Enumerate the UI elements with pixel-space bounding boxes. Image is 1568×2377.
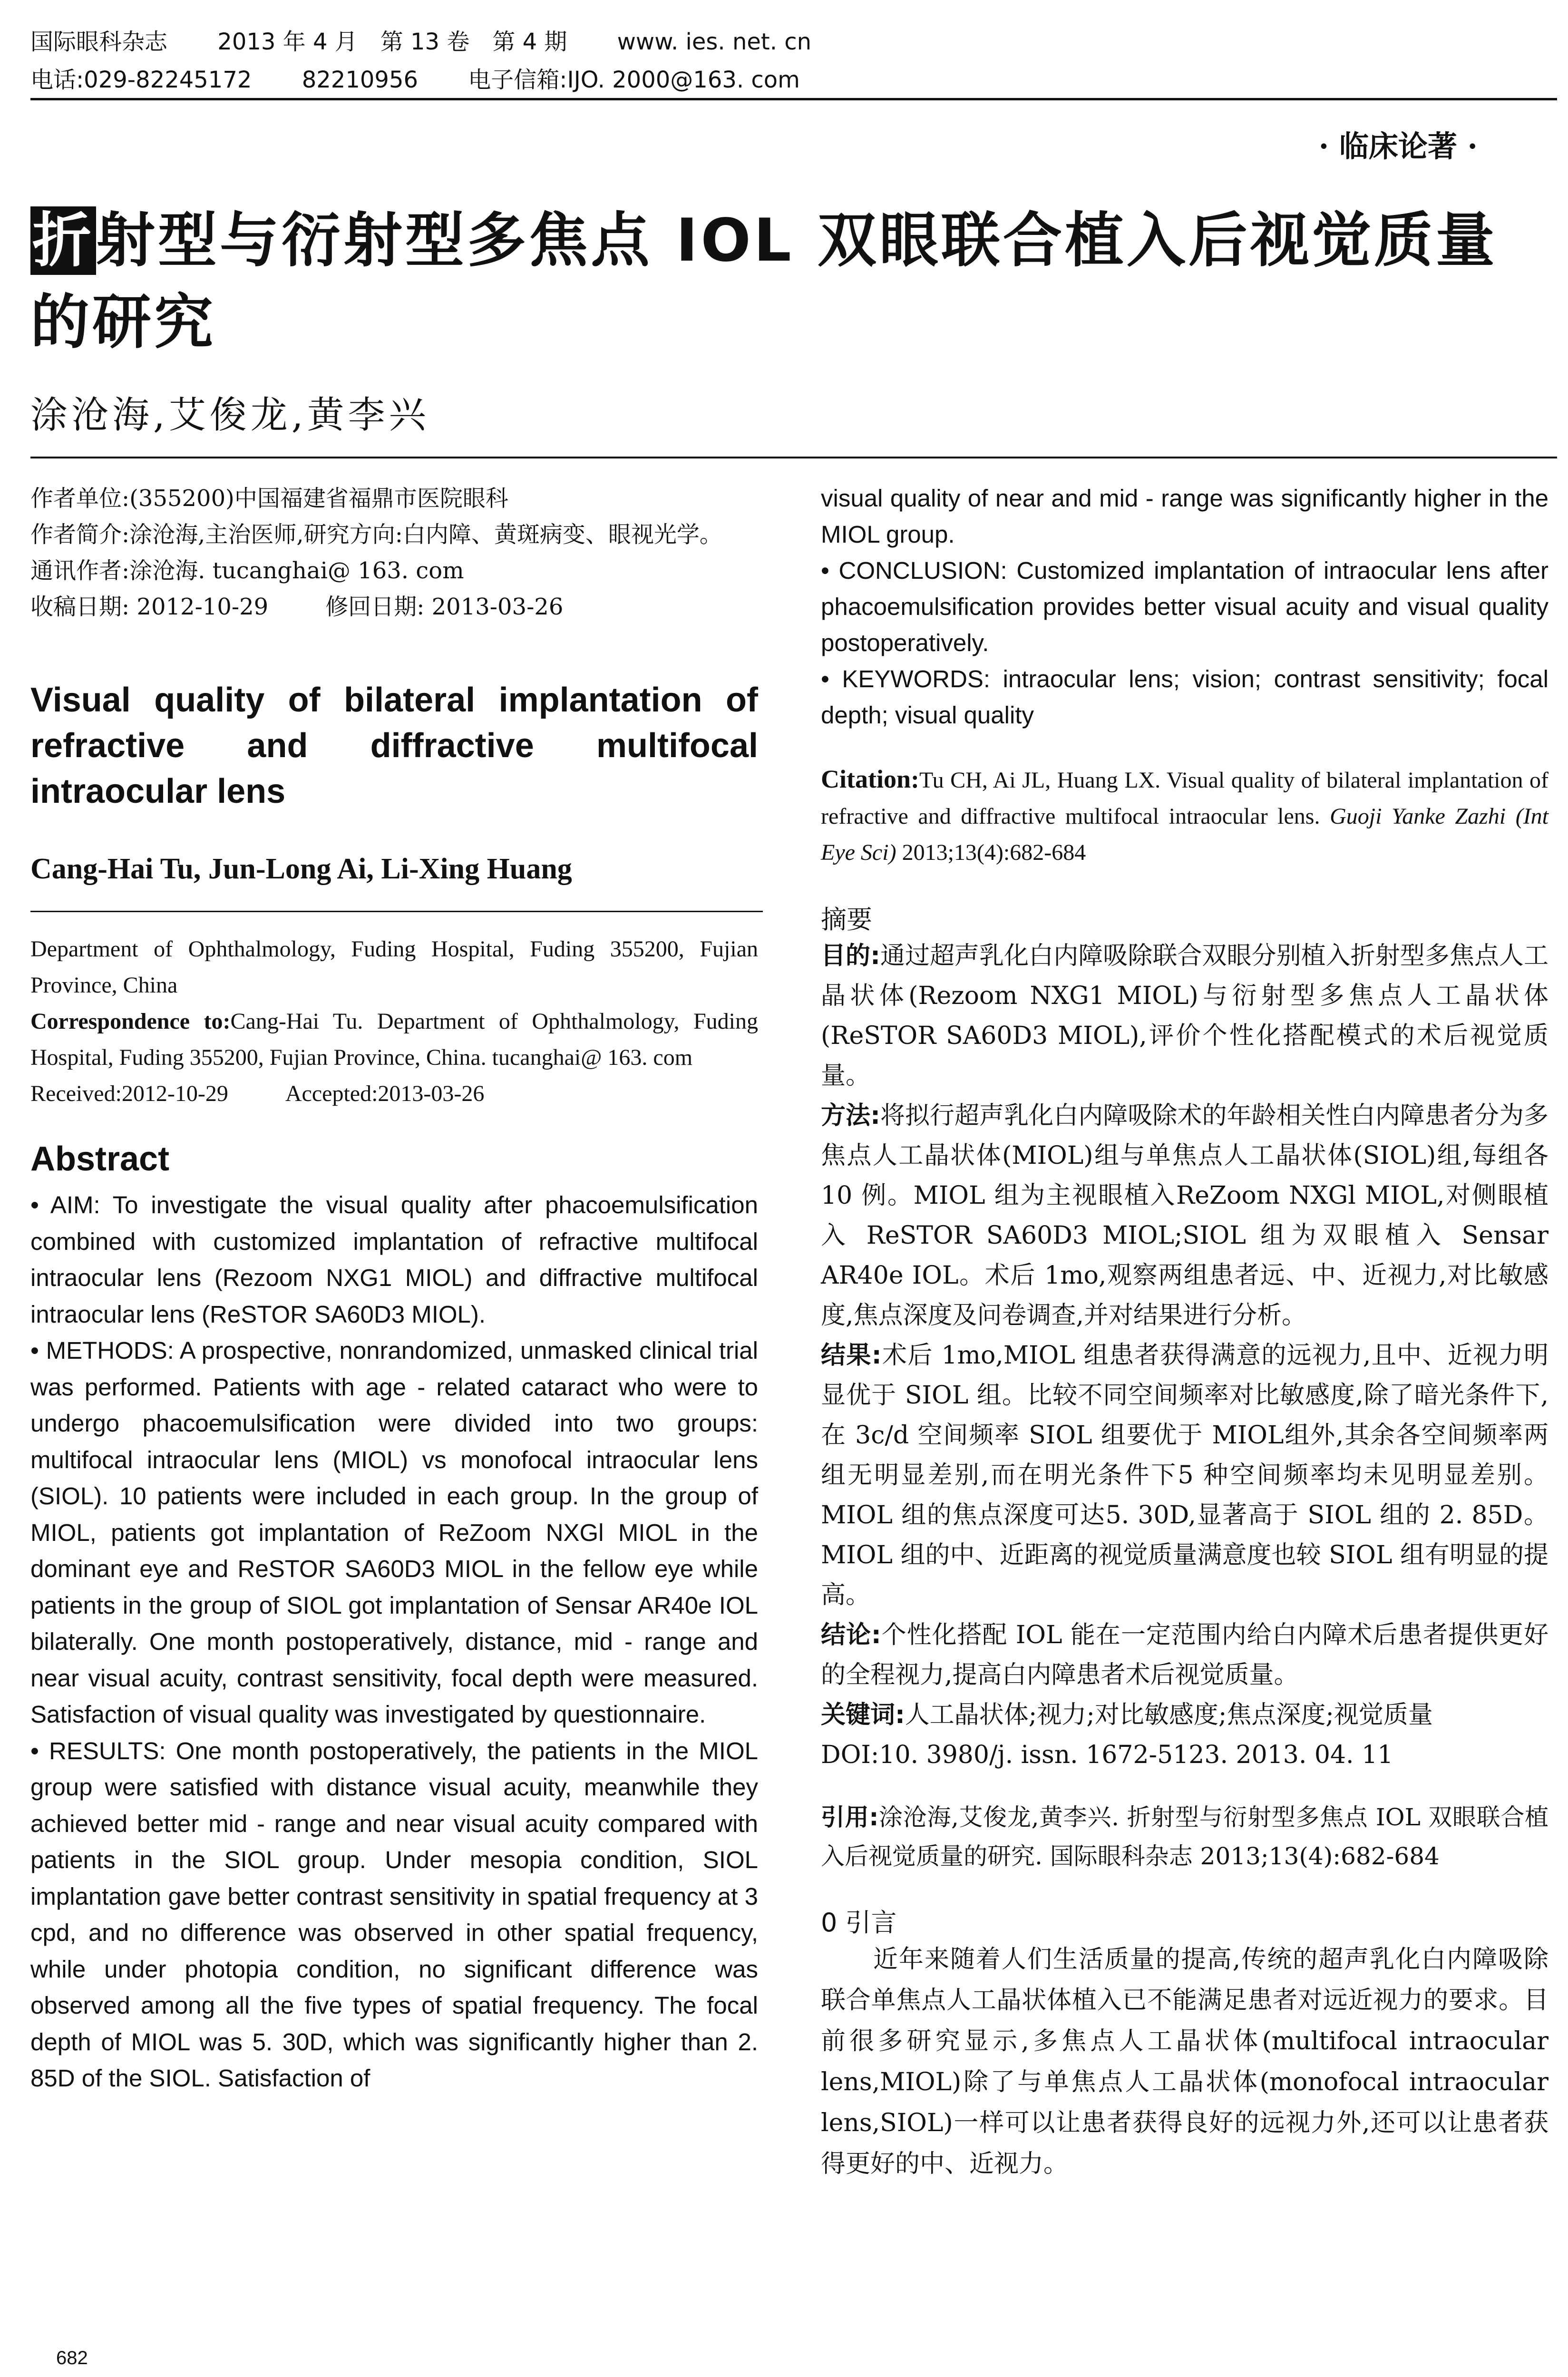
correspondence-text: Cang-Hai Tu. Department of Ophthalmology, Fuding Hospital, Fuding 355200, Fujian Province, China. tucanghai@ 163. com xyxy=(30,1009,759,1070)
abstract-cn-conclusion xyxy=(821,1615,1549,1695)
abstract-aim: • AIM: To investigate the visual quality after phacoemulsification combined with customized implantation of refractive multifocal intraocular lens (Rezoom NXG1 MIOL) and diffractive multifocal intraocular lens (ReSTOR SA60D3 MIOL). xyxy=(30,1191,758,1328)
citation-label: Citation: xyxy=(821,765,919,793)
page-number: 682 xyxy=(56,2348,88,2368)
citation-text: Tu CH, Ai JL, Huang LX. Visual quality of bilateral implantation of refractive and diffractive multifocal intraocular lens. xyxy=(821,768,1549,829)
english-title: Visual quality of bilateral implantation of refractive and diffractive multifocal intraocular lens xyxy=(30,681,758,810)
abstract-heading: Abstract xyxy=(30,1140,170,1178)
english-authors-rule xyxy=(30,911,763,912)
conclusion-label: 结论: xyxy=(821,1621,881,1649)
results-label: 结果: xyxy=(821,1341,882,1370)
title-rest: 射型与衍射型多焦点 IOL 双眼联合植入后视觉质量的研究 xyxy=(30,206,1498,357)
running-header xyxy=(30,23,1557,99)
received-cn: 收稿日期: 2012-10-29 xyxy=(30,594,269,620)
results-text: 术后 1mo,MIOL 组患者获得满意的远视力,且中、近视力明显优于 SIOL 组。比较不同空间频率对比敏感度,除了暗光条件下,在 3c/d 空间频率 SIOL 组要优于 MIOL组外,其余各空间频率两组无明显差别,而在明光条件下5 种空间频率均未见明显差别。MIOL 组的焦点深度可达5. 30D,显著高于 SIOL 组的 2. 85D。MIOL 组的中、近距离的视觉质量满意度也较 SIOL 组有明显的提高。 xyxy=(821,1341,1549,1609)
keywords-text: 人工晶状体;视力;对比敏感度;焦点深度;视觉质量 xyxy=(905,1701,1433,1729)
website: www. ies. net. cn xyxy=(617,29,812,55)
abstract-keywords: • KEYWORDS: intraocular lens; vision; contrast sensitivity; focal depth; visual quality xyxy=(821,665,1549,729)
abstract-conclusion: • CONCLUSION: Customized implantation of intraocular lens after phacoemulsification provides better visual acuity and visual quality postoperatively. xyxy=(821,557,1549,656)
phone-2: 82210956 xyxy=(302,67,419,93)
title-first-char: 折 xyxy=(30,206,96,275)
email: 电子信箱:IJO. 2000@163. com xyxy=(468,67,800,93)
correspondence-cn: 通讯作者:涂沧海. tucanghai@ 163. com xyxy=(30,557,464,584)
meta-cn xyxy=(30,480,758,625)
issue-info: 2013 年 4 月 第 13 卷 第 4 期 xyxy=(217,29,567,55)
article-title xyxy=(30,200,1552,363)
author-bio: 作者简介:涂沧海,主治医师,研究方向:白内障、黄斑病变、眼视光学。 xyxy=(30,521,722,548)
accepted-en: Accepted:2013-03-26 xyxy=(285,1081,485,1106)
english-authors: Cang-Hai Tu, Jun-Long Ai, Li-Xing Huang xyxy=(30,853,572,885)
authors-cn: 涂沧海,艾俊龙,黄李兴 xyxy=(30,394,430,437)
conclusion-text: 个性化搭配 IOL 能在一定范围内给白内障术后患者提供更好的全程视力,提高白内障患者术后视觉质量。 xyxy=(821,1621,1549,1689)
phone: 电话:029-82245172 xyxy=(30,67,252,93)
citation-cn-label: 引用: xyxy=(821,1803,879,1831)
abstract-results-continued: visual quality of near and mid - range was significantly higher in the MIOL group. xyxy=(821,485,1549,548)
left-column xyxy=(30,480,758,2097)
intro-heading: 0 引言 xyxy=(821,1908,897,1938)
affiliation-block xyxy=(30,931,758,1112)
abstract-methods: • METHODS: A prospective, nonrandomized, unmasked clinical trial was performed. Patients with age - related cataract who were to undergo phacoemulsification were divided into two groups: multifocal intraocular lens (MIOL) vs monofocal intraocular lens (SIOL). 10 patients were included in each group. In the group of MIOL, patients got implantation of ReZoom NXGl MIOL in the dominant eye and ReSTOR SA60D3 MIOL in the fellow eye while patients in the group of SIOL got implantation of Sensar AR40e IOL bilaterally. One month postoperatively, distance, mid - range and near visual acuity, contrast sensitivity, focal depth were measured. Satisfaction of visual quality was investigated by questionnaire. xyxy=(30,1337,758,1728)
citation-cn-text: 涂沧海,艾俊龙,黄李兴. 折射型与衍射型多焦点 IOL 双眼联合植入后视觉质量的研究. 国际眼科杂志 2013;13(4):682-684 xyxy=(821,1803,1549,1870)
affiliation: Department of Ophthalmology, Fuding Hospital, Fuding 355200, Fujian Province, China xyxy=(30,936,758,998)
methods-label: 方法: xyxy=(821,1101,880,1130)
keywords-label: 关键词: xyxy=(821,1701,905,1729)
objective-label: 目的: xyxy=(821,942,880,970)
abstract-cn-results xyxy=(821,1335,1549,1615)
header-rule xyxy=(30,98,1557,100)
citation-en xyxy=(821,761,1549,871)
abstract-cn-methods xyxy=(821,1096,1549,1335)
citation-details: 2013;13(4):682-684 xyxy=(902,840,1086,865)
correspondence-en xyxy=(30,1003,758,1076)
received-en: Received:2012-10-29 xyxy=(30,1081,228,1106)
doi: DOI:10. 3980/j. issn. 1672-5123. 2013. 04. 11 xyxy=(821,1741,1393,1769)
objective-text: 通过超声乳化白内障吸除联合双眼分别植入折射型多焦点人工晶状体(Rezoom NXG1 MIOL)与衍射型多焦点人工晶状体(ReSTOR SA60D3 MIOL),评价个性化搭配模式的术后视觉质量。 xyxy=(821,942,1549,1090)
revised-cn: 修回日期: 2013-03-26 xyxy=(325,594,564,620)
intro-body: 近年来随着人们生活质量的提高,传统的超声乳化白内障吸除联合单焦点人工晶状体植入已不能满足患者对远近视力的要求。目前很多研究显示,多焦点人工晶状体(multifocal intraocular lens,MIOL)除了与单焦点人工晶状体(monofocal intraocular lens,SIOL)一样可以让患者获得良好的远视力外,还可以让患者获得更好的中、近视力。 xyxy=(821,1945,1549,2178)
abstract-results: • RESULTS: One month postoperatively, the patients in the MIOL group were satisfied with distance visual acuity, meanwhile they achieved better mid - range and near visual acuity compared with patients in the SIOL group. Under mesopia condition, SIOL implantation gave better contrast sensitivity in spatial frequency at 3 cpd, and no difference was observed in other spatial frequency, while under photopia condition, no significant difference was observed among all the five types of spatial frequency. The focal depth of MIOL was 5. 30D, which was significantly higher than 2. 85D of the SIOL. Satisfaction of xyxy=(30,1737,758,2092)
running-header-line-2 xyxy=(30,61,1557,99)
correspondence-label: Correspondence to: xyxy=(30,1009,231,1034)
citation-cn xyxy=(821,1798,1549,1876)
abstract-cn-objective xyxy=(821,936,1549,1096)
right-column xyxy=(821,480,1549,2184)
abstract-cn-heading: 摘要 xyxy=(821,905,872,935)
section-label: · 临床论著 · xyxy=(1318,129,1478,164)
journal-name: 国际眼科杂志 xyxy=(30,29,168,55)
running-header-line-1 xyxy=(30,23,1557,61)
authors-rule xyxy=(30,457,1557,458)
citation-journal: Guoji Yanke Zazhi (Int Eye Sci) xyxy=(821,804,1549,865)
dates-cn xyxy=(30,589,758,625)
author-unit: 作者单位:(355200)中国福建省福鼎市医院眼科 xyxy=(30,485,508,512)
dates-en xyxy=(30,1076,758,1112)
abstract-cn-keywords xyxy=(821,1695,1549,1735)
methods-text: 将拟行超声乳化白内障吸除术的年龄相关性白内障患者分为多焦点人工晶状体(MIOL)组与单焦点人工晶状体(SIOL)组,每组各 10 例。MIOL 组为主视眼植入ReZoom NXGl MIOL,对侧眼植入 ReSTOR SA60D3 MIOL;SIOL 组为双眼植入 Sensar AR40e IOL。术后 1mo,观察两组患者远、中、近视力,对比敏感度,焦点深度及问卷调查,并对结果进行分析。 xyxy=(821,1101,1549,1330)
